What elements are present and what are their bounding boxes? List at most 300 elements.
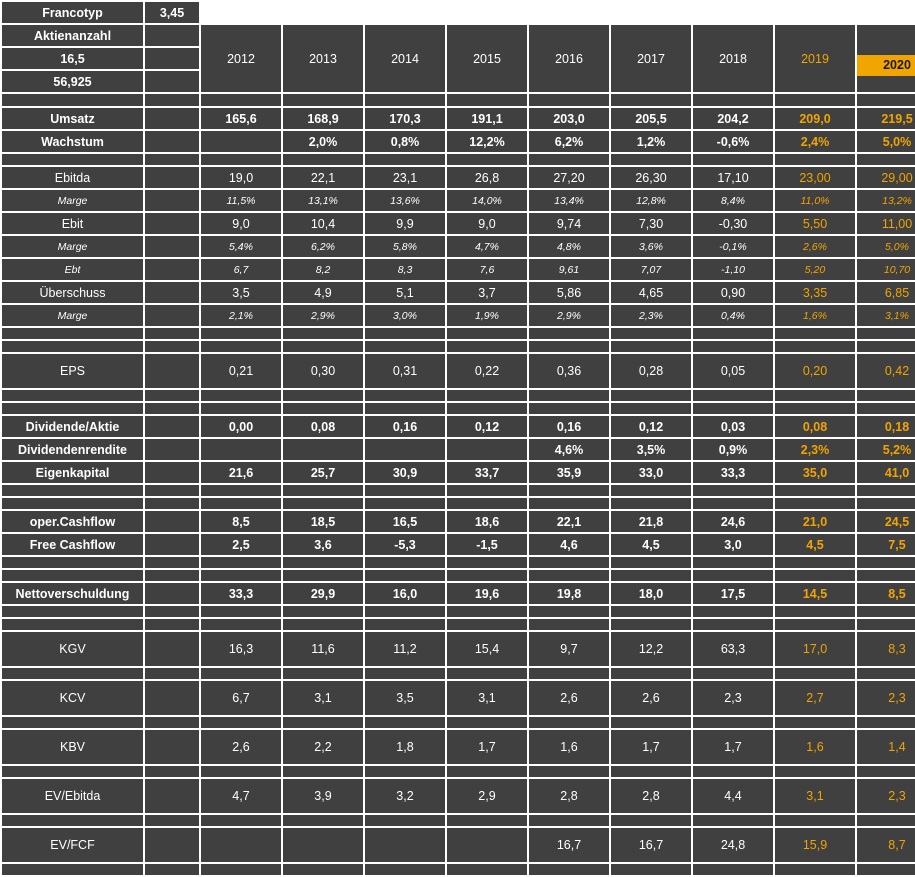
- cell-2020-nettoverschuldung: 8,5: [857, 583, 915, 604]
- empty-cell: [693, 619, 773, 630]
- cell-2018-free-cashflow: 3,0: [693, 534, 773, 555]
- spacer-row: [2, 154, 915, 165]
- cell-2012-ebitda: 19,0: [201, 167, 281, 188]
- empty-cell: [447, 498, 527, 509]
- empty-cell: [611, 606, 691, 617]
- cell-2019-ebit: 5,50: [775, 213, 855, 234]
- cell-2016-ev-fcf: 16,7: [529, 828, 609, 862]
- cell-2017-ebit: 7,30: [611, 213, 691, 234]
- empty-cell: [447, 864, 527, 875]
- empty-cell: [365, 485, 445, 496]
- empty-cell: [283, 815, 363, 826]
- row-label: Marge: [2, 236, 143, 257]
- empty-cell: [611, 717, 691, 728]
- empty-cell: [2, 403, 143, 414]
- empty-cell: [693, 864, 773, 875]
- cell-2020-marge: 13,2%: [857, 190, 915, 211]
- empty-cell: [611, 154, 691, 165]
- empty-cell: [145, 154, 199, 165]
- empty-cell: [201, 557, 281, 568]
- empty-cell: [145, 282, 199, 303]
- table-row: [2, 779, 915, 813]
- cell-2014-dividende-aktie: 0,16: [365, 416, 445, 437]
- cell-2017-ebt: 7,07: [611, 259, 691, 280]
- cell-2015--berschuss: 3,7: [447, 282, 527, 303]
- empty-cell: [2, 766, 143, 777]
- empty-cell: [693, 341, 773, 352]
- cell-2014-kgv: 11,2: [365, 632, 445, 666]
- cell-2014-eps: 0,31: [365, 354, 445, 388]
- spacer-row: [2, 390, 915, 401]
- empty-cell: [529, 94, 609, 106]
- empty-cell: [283, 570, 363, 581]
- cell-2017-free-cashflow: 4,5: [611, 534, 691, 555]
- empty-cell: [529, 668, 609, 679]
- empty-cell: [775, 606, 855, 617]
- cell-2019-oper-cashflow: 21,0: [775, 511, 855, 532]
- table-row: [2, 730, 915, 764]
- empty-cell: [201, 2, 281, 23]
- empty-cell: [447, 815, 527, 826]
- cell-2015-ebt: 7,6: [447, 259, 527, 280]
- table-row: [2, 236, 915, 257]
- cell-2016-ebitda: 27,20: [529, 167, 609, 188]
- spacer-row: [2, 498, 915, 509]
- spacer-row: [2, 328, 915, 339]
- empty-cell: [365, 766, 445, 777]
- cell-2013-oper-cashflow: 18,5: [283, 511, 363, 532]
- cell-2017-kcv: 2,6: [611, 681, 691, 715]
- empty-cell: [529, 498, 609, 509]
- table-row: [2, 583, 915, 604]
- cell-2018-nettoverschuldung: 17,5: [693, 583, 773, 604]
- empty-cell: [145, 668, 199, 679]
- empty-cell: [365, 864, 445, 875]
- empty-cell: [145, 606, 199, 617]
- cell-2018-oper-cashflow: 24,6: [693, 511, 773, 532]
- empty-cell: [529, 2, 609, 23]
- table-row: [2, 828, 915, 862]
- cell-2013-kgv: 11,6: [283, 632, 363, 666]
- cell-2014-ev-ebitda: 3,2: [365, 779, 445, 813]
- cell-2019-eigenkapital: 35,0: [775, 462, 855, 483]
- empty-cell: [611, 403, 691, 414]
- empty-cell: [529, 864, 609, 875]
- cell-2013-marge: 6,2%: [283, 236, 363, 257]
- cell-2017-dividendenrendite: 3,5%: [611, 439, 691, 460]
- spacer-row: [2, 766, 915, 777]
- year-header-2015: 2015: [447, 25, 527, 92]
- empty-cell: [145, 828, 199, 862]
- table-row: [2, 108, 915, 129]
- cell-2015-ev-ebitda: 2,9: [447, 779, 527, 813]
- cell-2018-eigenkapital: 33,3: [693, 462, 773, 483]
- table-row: [2, 354, 915, 388]
- empty-cell: [2, 328, 143, 339]
- empty-cell: [145, 730, 199, 764]
- empty-cell: [365, 2, 445, 23]
- cell-2020-ebt: 10,70: [857, 259, 915, 280]
- row-label: oper.Cashflow: [2, 511, 143, 532]
- cell-2020-ev-ebitda: 2,3: [857, 779, 915, 813]
- cell-2018-kgv: 63,3: [693, 632, 773, 666]
- empty-cell: [145, 167, 199, 188]
- cell-2020-ebitda: 29,00: [857, 167, 915, 188]
- empty-cell: [201, 403, 281, 414]
- cell-2017--berschuss: 4,65: [611, 282, 691, 303]
- spacer-row: [2, 485, 915, 496]
- empty-cell: [2, 485, 143, 496]
- cell-2016-dividendenrendite: 4,6%: [529, 439, 609, 460]
- empty-cell: [447, 717, 527, 728]
- empty-cell: [611, 485, 691, 496]
- cell-2015-wachstum: 12,2%: [447, 131, 527, 152]
- empty-cell: [529, 403, 609, 414]
- cell-2016-marge: 13,4%: [529, 190, 609, 211]
- empty-cell: [2, 390, 143, 401]
- cell-2013-ev-ebitda: 3,9: [283, 779, 363, 813]
- cell-2020-wachstum: 5,0%: [857, 131, 915, 152]
- empty-cell: [145, 131, 199, 152]
- shares-label: Aktienanzahl: [2, 25, 143, 46]
- empty-cell: [529, 341, 609, 352]
- empty-cell: [447, 668, 527, 679]
- spacer-row: [2, 619, 915, 630]
- empty-cell: [365, 668, 445, 679]
- empty-cell: [145, 557, 199, 568]
- empty-cell: [145, 485, 199, 496]
- cell-2015-marge: 4,7%: [447, 236, 527, 257]
- empty-cell: [145, 498, 199, 509]
- empty-cell: [611, 2, 691, 23]
- empty-cell: [2, 619, 143, 630]
- row-label: EV/Ebitda: [2, 779, 143, 813]
- empty-cell: [611, 341, 691, 352]
- empty-cell: [611, 766, 691, 777]
- empty-cell: [857, 154, 915, 165]
- empty-cell: [857, 717, 915, 728]
- cell-2017-eps: 0,28: [611, 354, 691, 388]
- empty-cell: [529, 766, 609, 777]
- cell-2012-umsatz: 165,6: [201, 108, 281, 129]
- cell-2015-dividendenrendite: [447, 439, 527, 460]
- empty-cell: [775, 717, 855, 728]
- empty-cell: [2, 815, 143, 826]
- cell-2018-wachstum: -0,6%: [693, 131, 773, 152]
- cell-2015-kcv: 3,1: [447, 681, 527, 715]
- row-label: Überschuss: [2, 282, 143, 303]
- cell-2014-oper-cashflow: 16,5: [365, 511, 445, 532]
- cell-2015-marge: 14,0%: [447, 190, 527, 211]
- cell-2018-marge: 8,4%: [693, 190, 773, 211]
- empty-cell: [693, 2, 773, 23]
- empty-cell: [145, 632, 199, 666]
- empty-cell: [775, 498, 855, 509]
- empty-cell: [365, 94, 445, 106]
- cell-2013-umsatz: 168,9: [283, 108, 363, 129]
- cell-2017-oper-cashflow: 21,8: [611, 511, 691, 532]
- cell-2017-eigenkapital: 33,0: [611, 462, 691, 483]
- empty-cell: [283, 498, 363, 509]
- empty-cell: [283, 341, 363, 352]
- empty-cell: [775, 557, 855, 568]
- cell-2019-dividendenrendite: 2,3%: [775, 439, 855, 460]
- cell-2017-marge: 3,6%: [611, 236, 691, 257]
- spacer-row: [2, 570, 915, 581]
- cell-2012-kcv: 6,7: [201, 681, 281, 715]
- empty-cell: [775, 328, 855, 339]
- cell-2016-kgv: 9,7: [529, 632, 609, 666]
- empty-cell: [201, 717, 281, 728]
- table-row: [2, 190, 915, 211]
- empty-cell: [145, 236, 199, 257]
- empty-cell: [365, 328, 445, 339]
- cell-2017-kgv: 12,2: [611, 632, 691, 666]
- cell-2018-eps: 0,05: [693, 354, 773, 388]
- cell-2016-wachstum: 6,2%: [529, 131, 609, 152]
- empty-cell: [447, 403, 527, 414]
- cell-2014-free-cashflow: -5,3: [365, 534, 445, 555]
- row-label: Free Cashflow: [2, 534, 143, 555]
- cell-2018-marge: -0,1%: [693, 236, 773, 257]
- empty-cell: [145, 328, 199, 339]
- cell-2019-eps: 0,20: [775, 354, 855, 388]
- company-name: Francotyp: [2, 2, 143, 23]
- cell-2014-marge: 13,6%: [365, 190, 445, 211]
- empty-cell: [447, 328, 527, 339]
- year-header-2016: 2016: [529, 25, 609, 92]
- empty-cell: [693, 668, 773, 679]
- cell-2012-eps: 0,21: [201, 354, 281, 388]
- cell-2012-nettoverschuldung: 33,3: [201, 583, 281, 604]
- cell-2015-ebitda: 26,8: [447, 167, 527, 188]
- spacer-row: [2, 606, 915, 617]
- empty-cell: [529, 606, 609, 617]
- empty-cell: [365, 570, 445, 581]
- empty-cell: [2, 570, 143, 581]
- cell-2018-ev-fcf: 24,8: [693, 828, 773, 862]
- cell-2017-ebitda: 26,30: [611, 167, 691, 188]
- empty-cell: [2, 154, 143, 165]
- cell-2019--berschuss: 3,35: [775, 282, 855, 303]
- cell-2019-kbv: 1,6: [775, 730, 855, 764]
- cell-2019-ebitda: 23,00: [775, 167, 855, 188]
- cell-2013-kcv: 3,1: [283, 681, 363, 715]
- empty-cell: [365, 717, 445, 728]
- empty-cell: [447, 390, 527, 401]
- cell-2014-marge: 3,0%: [365, 305, 445, 326]
- cell-2018-dividende-aktie: 0,03: [693, 416, 773, 437]
- cell-2012-free-cashflow: 2,5: [201, 534, 281, 555]
- cell-2016-nettoverschuldung: 19,8: [529, 583, 609, 604]
- empty-cell: [857, 570, 915, 581]
- cell-2017-dividende-aktie: 0,12: [611, 416, 691, 437]
- empty-cell: [201, 154, 281, 165]
- empty-cell: [283, 390, 363, 401]
- cell-2016-eps: 0,36: [529, 354, 609, 388]
- empty-cell: [2, 341, 143, 352]
- empty-cell: [145, 439, 199, 460]
- cell-2019-kcv: 2,7: [775, 681, 855, 715]
- cell-2019-marge: 11,0%: [775, 190, 855, 211]
- spacer-row: [2, 94, 915, 106]
- empty-cell: [693, 485, 773, 496]
- spacer-row: [2, 557, 915, 568]
- cell-2016-dividende-aktie: 0,16: [529, 416, 609, 437]
- market-cap: 56,925: [2, 71, 143, 92]
- cell-2013-eigenkapital: 25,7: [283, 462, 363, 483]
- row-label: Marge: [2, 190, 143, 211]
- cell-2012-kgv: 16,3: [201, 632, 281, 666]
- empty-cell: [857, 485, 915, 496]
- empty-cell: [145, 390, 199, 401]
- cell-2017-ev-ebitda: 2,8: [611, 779, 691, 813]
- empty-cell: [145, 779, 199, 813]
- row-label: Eigenkapital: [2, 462, 143, 483]
- header-row-shares-1: [2, 25, 915, 46]
- empty-cell: [201, 570, 281, 581]
- empty-cell: [775, 403, 855, 414]
- empty-cell: [857, 390, 915, 401]
- cell-2019-wachstum: 2,4%: [775, 131, 855, 152]
- empty-cell: [529, 717, 609, 728]
- cell-2012-ebt: 6,7: [201, 259, 281, 280]
- empty-cell: [145, 619, 199, 630]
- empty-cell: [693, 606, 773, 617]
- row-label: KCV: [2, 681, 143, 715]
- empty-cell: [693, 766, 773, 777]
- table-row: [2, 131, 915, 152]
- empty-cell: [857, 498, 915, 509]
- cell-2020-dividende-aktie: 0,18: [857, 416, 915, 437]
- cell-2012-marge: 11,5%: [201, 190, 281, 211]
- cell-2017-wachstum: 1,2%: [611, 131, 691, 152]
- empty-cell: [145, 403, 199, 414]
- table-row: [2, 259, 915, 280]
- row-label: Dividende/Aktie: [2, 416, 143, 437]
- empty-cell: [201, 619, 281, 630]
- cell-2014-dividendenrendite: [365, 439, 445, 460]
- empty-cell: [145, 681, 199, 715]
- cell-2019-free-cashflow: 4,5: [775, 534, 855, 555]
- cell-2018-kcv: 2,3: [693, 681, 773, 715]
- empty-cell: [283, 485, 363, 496]
- cell-2013-dividendenrendite: [283, 439, 363, 460]
- empty-cell: [283, 403, 363, 414]
- cell-2016-kcv: 2,6: [529, 681, 609, 715]
- cell-2016-oper-cashflow: 22,1: [529, 511, 609, 532]
- cell-2017-marge: 12,8%: [611, 190, 691, 211]
- cell-2015-free-cashflow: -1,5: [447, 534, 527, 555]
- cell-2019-marge: 2,6%: [775, 236, 855, 257]
- empty-cell: [693, 498, 773, 509]
- year-header-2017: 2017: [611, 25, 691, 92]
- cell-2019-umsatz: 209,0: [775, 108, 855, 129]
- empty-cell: [2, 94, 143, 106]
- cell-2020-eigenkapital: 41,0: [857, 462, 915, 483]
- cell-2013-ev-fcf: [283, 828, 363, 862]
- row-label: EPS: [2, 354, 143, 388]
- share-price: 3,45: [145, 2, 199, 23]
- cell-2019-ebt: 5,20: [775, 259, 855, 280]
- table-row: [2, 462, 915, 483]
- cell-2012-kbv: 2,6: [201, 730, 281, 764]
- empty-cell: [365, 154, 445, 165]
- empty-cell: [611, 815, 691, 826]
- cell-2020-dividendenrendite: 5,2%: [857, 439, 915, 460]
- empty-cell: [201, 766, 281, 777]
- cell-2012-marge: 2,1%: [201, 305, 281, 326]
- cell-2012-ev-fcf: [201, 828, 281, 862]
- cell-2015-kbv: 1,7: [447, 730, 527, 764]
- row-label: Marge: [2, 305, 143, 326]
- empty-cell: [145, 25, 199, 46]
- shares-count: 16,5: [2, 48, 143, 69]
- spacer-row: [2, 403, 915, 414]
- empty-cell: [775, 154, 855, 165]
- empty-cell: [775, 766, 855, 777]
- cell-2015-umsatz: 191,1: [447, 108, 527, 129]
- cell-2020-oper-cashflow: 24,5: [857, 511, 915, 532]
- empty-cell: [365, 403, 445, 414]
- empty-cell: [145, 416, 199, 437]
- cell-2014-kcv: 3,5: [365, 681, 445, 715]
- cell-2013-marge: 13,1%: [283, 190, 363, 211]
- empty-cell: [693, 570, 773, 581]
- cell-2014-kbv: 1,8: [365, 730, 445, 764]
- empty-cell: [145, 511, 199, 532]
- empty-cell: [145, 259, 199, 280]
- table-row: [2, 282, 915, 303]
- cell-2012-marge: 5,4%: [201, 236, 281, 257]
- cell-2017-ev-fcf: 16,7: [611, 828, 691, 862]
- empty-cell: [365, 341, 445, 352]
- empty-cell: [145, 864, 199, 875]
- empty-cell: [145, 341, 199, 352]
- cell-2020-free-cashflow: 7,5: [857, 534, 915, 555]
- empty-cell: [2, 606, 143, 617]
- cell-2013-eps: 0,30: [283, 354, 363, 388]
- cell-2016-umsatz: 203,0: [529, 108, 609, 129]
- year-header-2013: 2013: [283, 25, 363, 92]
- empty-cell: [529, 154, 609, 165]
- year-header-2020-cell: [857, 25, 915, 92]
- cell-2014-umsatz: 170,3: [365, 108, 445, 129]
- year-header-2014: 2014: [365, 25, 445, 92]
- empty-cell: [611, 498, 691, 509]
- empty-cell: [145, 570, 199, 581]
- empty-cell: [447, 485, 527, 496]
- empty-cell: [2, 864, 143, 875]
- empty-cell: [201, 328, 281, 339]
- empty-cell: [447, 619, 527, 630]
- cell-2020-marge: 3,1%: [857, 305, 915, 326]
- empty-cell: [365, 815, 445, 826]
- empty-cell: [145, 815, 199, 826]
- empty-cell: [775, 864, 855, 875]
- cell-2012-dividendenrendite: [201, 439, 281, 460]
- cell-2016-marge: 4,8%: [529, 236, 609, 257]
- year-header-2020: 2020: [857, 55, 915, 76]
- empty-cell: [857, 328, 915, 339]
- empty-cell: [365, 606, 445, 617]
- empty-cell: [201, 864, 281, 875]
- cell-2013-kbv: 2,2: [283, 730, 363, 764]
- cell-2014-wachstum: 0,8%: [365, 131, 445, 152]
- empty-cell: [447, 766, 527, 777]
- cell-2016-eigenkapital: 35,9: [529, 462, 609, 483]
- empty-cell: [2, 717, 143, 728]
